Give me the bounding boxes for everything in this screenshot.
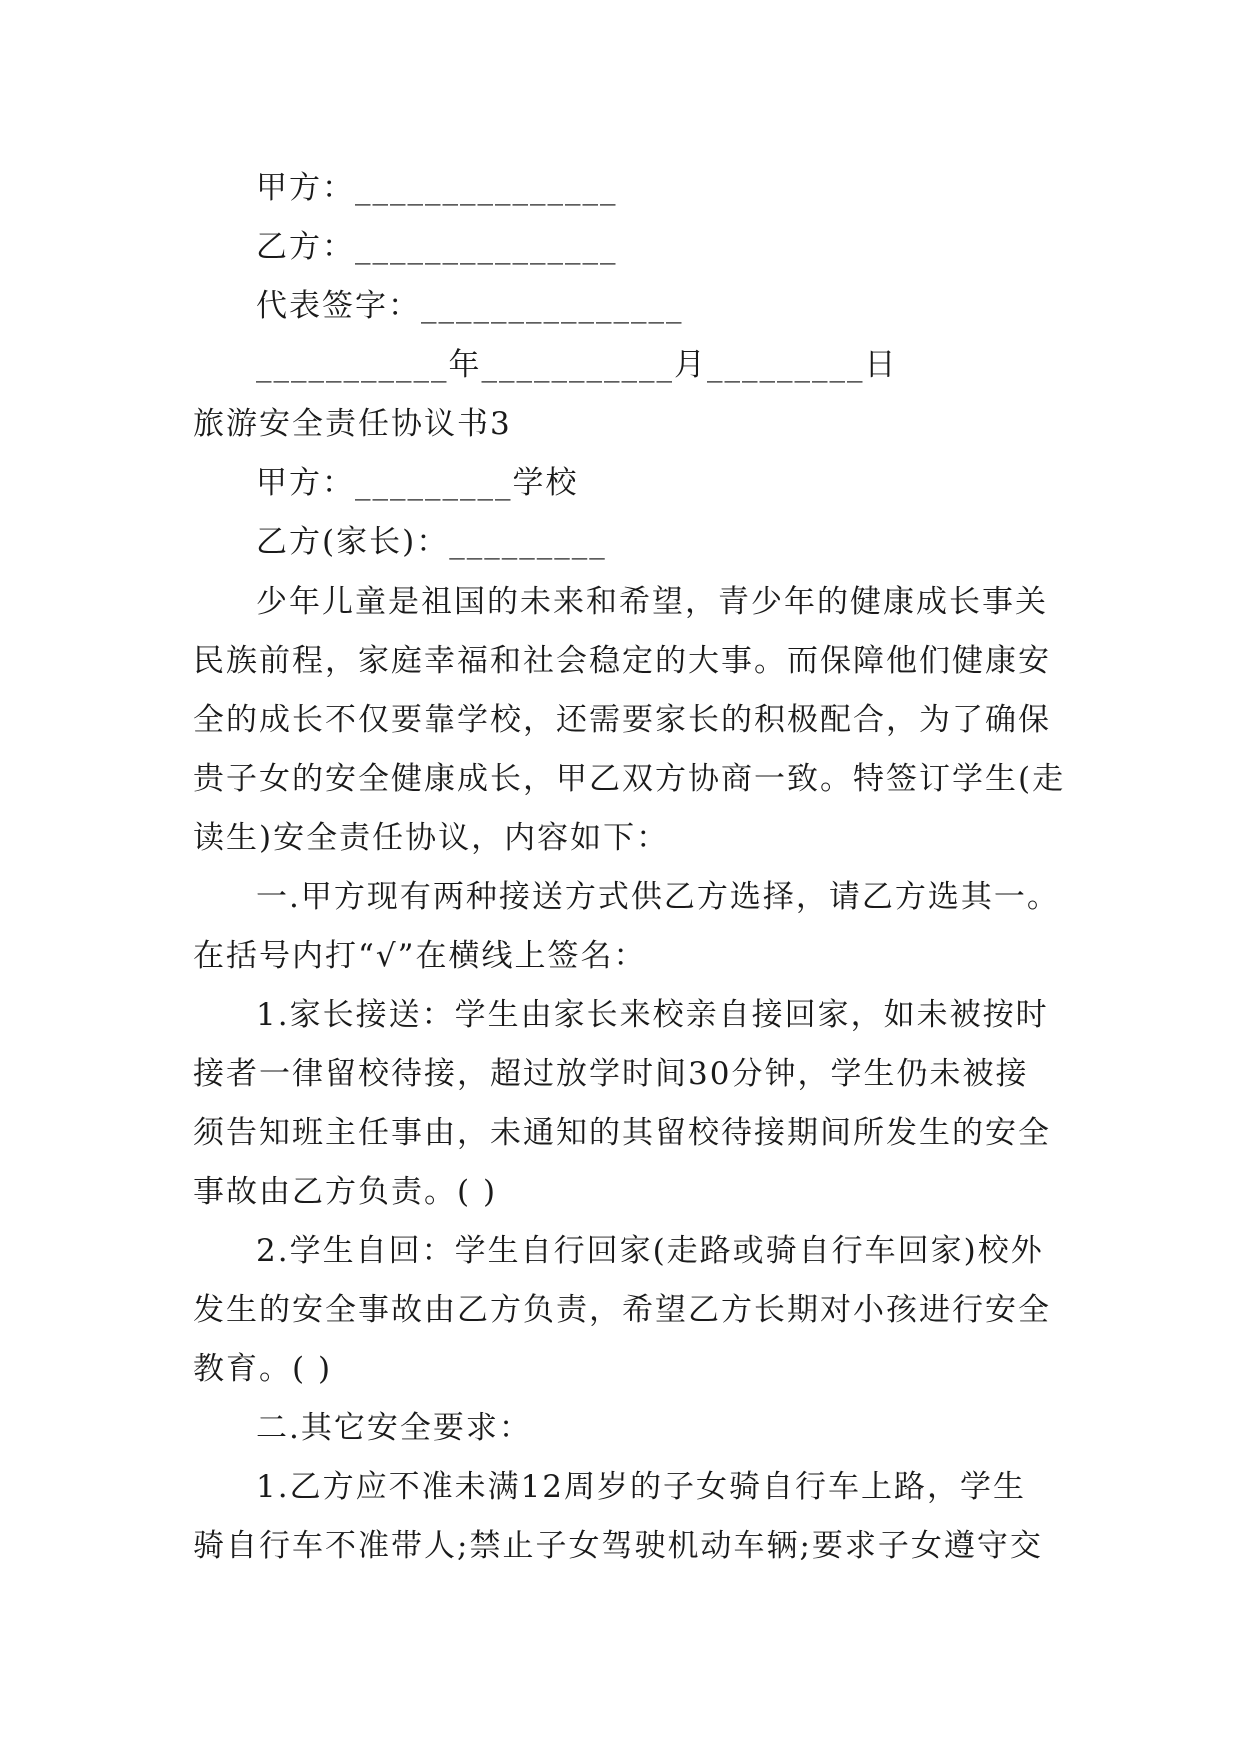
- paragraph-line: 全的成长不仅要靠学校，还需要家长的积极配合，为了确保: [193, 702, 1051, 738]
- paragraph-line: 发生的安全事故由乙方负责，希望乙方长期对小孩进行安全: [193, 1292, 1051, 1328]
- paragraph-line: 接者一律留校待接，超过放学时间30分钟，学生仍未被接: [193, 1056, 1029, 1092]
- representative-signature-line: 代表签字：_______________: [256, 288, 684, 324]
- paragraph-line: 贵子女的安全健康成长，甲乙双方协商一致。特签订学生(走: [193, 761, 1066, 797]
- paragraph-line: 教育。( ): [193, 1351, 333, 1387]
- party-a-school-line: 甲方：_________学校: [256, 465, 579, 501]
- clause-one-heading: 一.甲方现有两种接送方式供乙方选择，请乙方选其一。: [256, 879, 1060, 915]
- paragraph-line: 须告知班主任事由，未通知的其留校待接期间所发生的安全: [193, 1115, 1051, 1151]
- section-title: 旅游安全责任协议书3: [193, 406, 512, 442]
- clause-item-line: 2.学生自回：学生自行回家(走路或骑自行车回家)校外: [256, 1233, 1044, 1269]
- clause-item-line: 1.家长接送：学生由家长来校亲自接回家，如未被按时: [256, 997, 1049, 1033]
- paragraph-line: 在括号内打“√”在横线上签名：: [193, 938, 647, 974]
- paragraph-line: 事故由乙方负责。( ): [193, 1174, 498, 1210]
- party-a-line: 甲方：_______________: [256, 170, 618, 206]
- paragraph-line: 少年儿童是祖国的未来和希望，青少年的健康成长事关: [256, 584, 1048, 620]
- date-line: ___________年___________月_________日: [256, 347, 898, 383]
- clause-two-heading: 二.其它安全要求：: [256, 1410, 532, 1446]
- party-b-parent-line: 乙方(家长)：_________: [256, 524, 607, 560]
- paragraph-line: 骑自行车不准带人;禁止子女驾驶机动车辆;要求子女遵守交: [193, 1528, 1043, 1564]
- paragraph-line: 民族前程，家庭幸福和社会稳定的大事。而保障他们健康安: [193, 643, 1051, 679]
- clause-item-line: 1.乙方应不准未满12周岁的子女骑自行车上路，学生: [256, 1469, 1027, 1505]
- party-b-line: 乙方：_______________: [256, 229, 618, 265]
- paragraph-line: 读生)安全责任协议，内容如下：: [193, 820, 670, 856]
